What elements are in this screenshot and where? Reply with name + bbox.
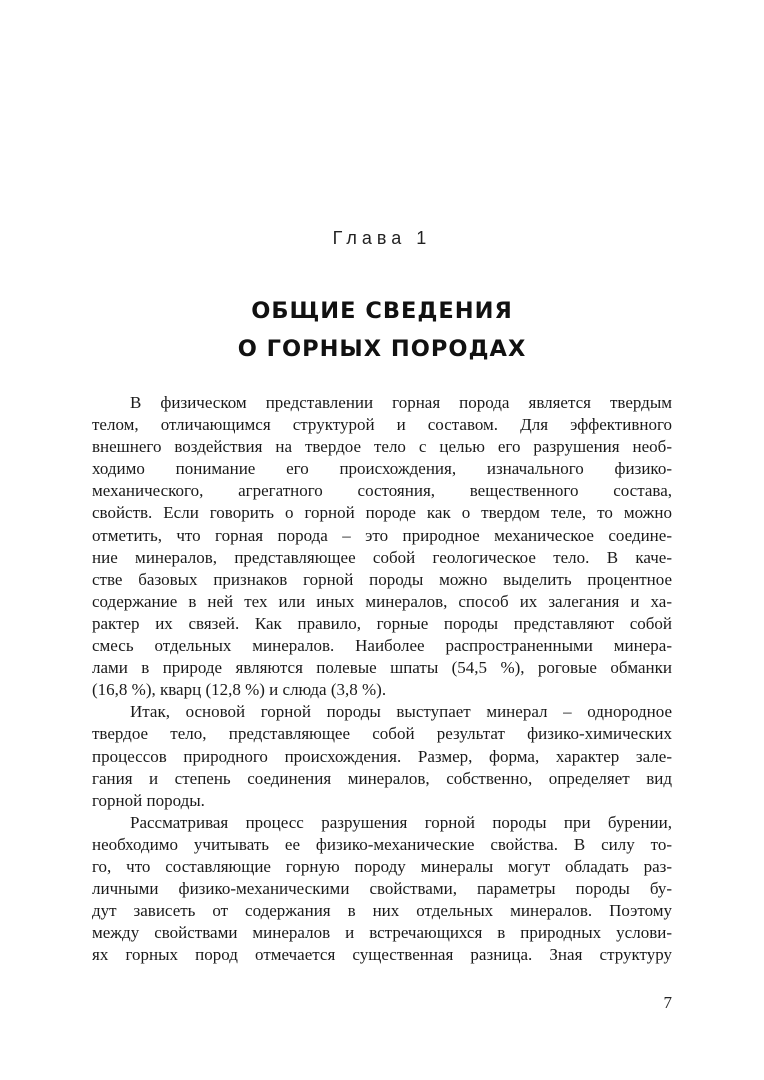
text-line: личными физико-механическими свойствами, параметры породы бу- (92, 879, 672, 899)
text-line: смесь отдельных минералов. Наиболее распространенными минера- (92, 636, 672, 656)
paragraph (92, 812, 672, 967)
text-line: отметить, что горная порода – это природное механическое соедине- (92, 525, 672, 545)
chapter-label: Глава 1 (332, 228, 432, 248)
page-number: 7 (663, 993, 672, 1012)
text-line: (16,8 %), кварц (12,8 %) и слюда (3,8 %). (92, 680, 387, 700)
chapter-title (0, 292, 764, 368)
text-line: необходимо учитывать ее физико-механические свойства. В силу то- (92, 834, 672, 854)
text-line: рактер их связей. Как правило, горные породы представляют собой (92, 613, 672, 633)
text-line: свойств. Если говорить о горной породе как о твердом теле, то можно (92, 503, 672, 523)
text-line: В физическом представлении горная порода является твердым (130, 393, 672, 412)
text-line: ходимо понимание его происхождения, изначального физико- (92, 459, 672, 479)
text-line: между свойствами минералов и встречающихся в природных услови- (92, 923, 672, 943)
text-line: го, что составляющие горную породу минералы могут обладать раз- (92, 856, 672, 876)
text-line: Рассматривая процесс разрушения горной породы при бурении, (130, 812, 672, 832)
paragraph (92, 392, 672, 701)
text-line: горной породы. (92, 790, 205, 810)
text-line: Итак, основой горной породы выступает минерал – однородное (130, 702, 672, 722)
text-line: механического, агрегатного состояния, вещественного состава, (92, 481, 672, 501)
text-line: гания и степень соединения минералов, собственно, определяет вид (92, 768, 672, 788)
text-line: процессов природного происхождения. Размер, форма, характер зале- (92, 746, 672, 766)
chapter-title-line-2: О ГОРНЫХ ПОРОДАХ (237, 336, 527, 362)
text-line: внешнего воздействия на твердое тело с целью его разрушения необ- (92, 437, 672, 457)
text-line: дут зависеть от содержания в них отдельных минералов. Поэтому (92, 901, 672, 921)
text-line: твердое тело, представляющее собой результат физико-химических (92, 724, 672, 744)
text-line: ние минералов, представляющее собой геологическое тело. В каче- (92, 547, 672, 567)
text-line: содержание в ней тех или иных минералов, способ их залегания и ха- (92, 591, 672, 611)
text-line: ях горных пород отмечается существенная разница. Зная структуру (92, 945, 672, 965)
text-line: телом, отличающимся структурой и составом. Для эффективного (92, 415, 672, 435)
body-text (92, 392, 672, 966)
paragraph (92, 701, 672, 811)
text-line: лами в природе являются полевые шпаты (54,5 %), роговые обманки (92, 658, 672, 678)
chapter-title-line-1: ОБЩИЕ СВЕДЕНИЯ (251, 298, 513, 324)
text-line: стве базовых признаков горной породы можно выделить процентное (92, 569, 672, 589)
